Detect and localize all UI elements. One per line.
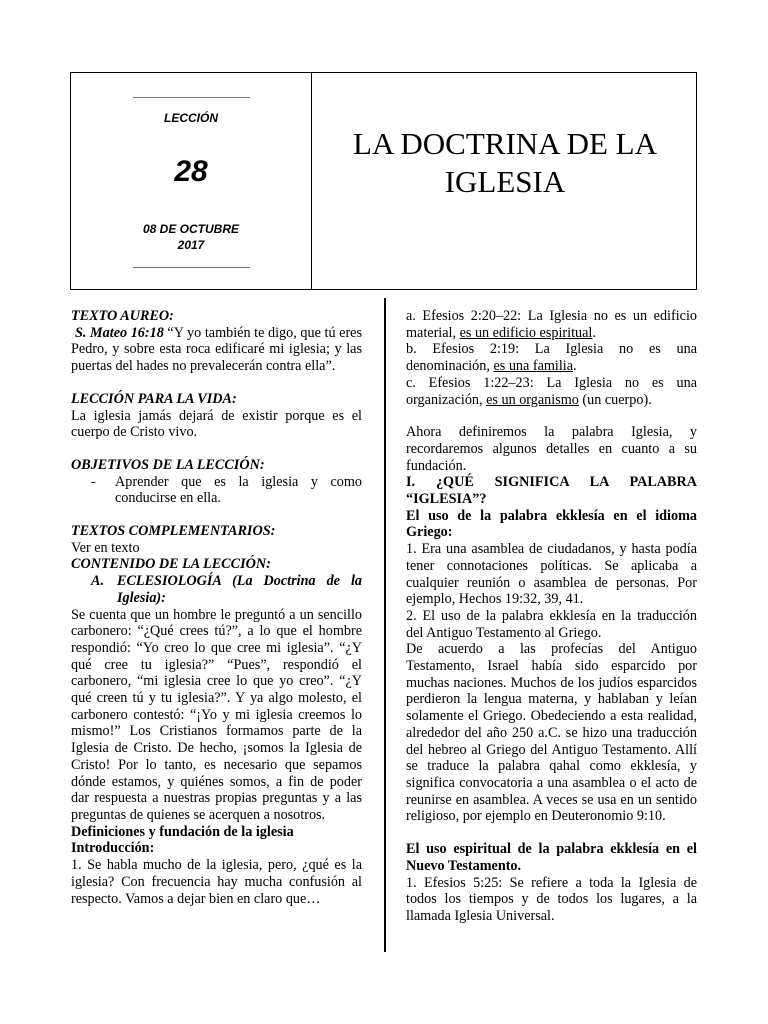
texto-aureo-paragraph	[71, 325, 362, 375]
espiritual-point-1: 1. Efesios 5:25: Se refiere a toda la Iglesia de todos los tiempos y de todos los lugares, a la llamada Iglesia Universal.	[406, 874, 697, 924]
lesson-label: LECCIÓN	[164, 111, 218, 125]
efesios-item-b-text: b. Efesios 2:19: La Iglesia no es una denominación,	[406, 341, 697, 375]
objetivos-heading: OBJETIVOS DE LA LECCIÓN:	[71, 456, 265, 473]
ahora-paragraph: Ahora definiremos la palabra Iglesia, y recordaremos algunos detalles en cuanto a su fundación.	[406, 424, 697, 474]
list-dash: -	[91, 473, 96, 490]
texto-aureo-text: “Y yo también te digo, que tú eres Pedro, y sobre esta roca edificaré mi iglesia; y las puertas del hades no prevalecerán contra ella”.	[71, 324, 362, 375]
lesson-date-year: 2017	[177, 238, 205, 252]
introduccion-heading: Introducción:	[71, 840, 155, 857]
efesios-item-c-emphasis: es un organismo	[486, 391, 579, 408]
texto-aureo-reference: S. Mateo 16:18	[75, 324, 164, 341]
efesios-item-b-end: .	[573, 358, 577, 375]
right-column	[406, 308, 697, 925]
decorative-rule-top	[133, 97, 250, 98]
efesios-item-b	[406, 341, 697, 374]
leccion-vida-heading: LECCIÓN PARA LA VIDA:	[71, 390, 237, 407]
section-a-marker: A.	[91, 573, 105, 590]
griego-point-1: 1. Era una asamblea de ciudadanos, y hasta podía tener connotaciones políticas. Se aplicaba a cualquier reunión o asamblea de personas. Por ejemplo, Hechos 19:32, 39, 41.	[406, 541, 697, 608]
objetivos-list-item	[91, 474, 362, 507]
page-title-line-1: LA DOCTRINA DE LA	[353, 126, 657, 161]
section-a-title: ECLESIOLOGÍA (La Doctrina de la Iglesia):	[117, 573, 362, 606]
uso-griego-heading: El uso de la palabra ekklesía en el idioma Griego:	[406, 507, 697, 541]
contenido-heading: CONTENIDO DE LA LECCIÓN:	[71, 556, 271, 573]
efesios-item-c	[406, 375, 697, 408]
uso-espiritual-heading: El uso espiritual de la palabra ekklesía en el Nuevo Testamento.	[406, 841, 697, 874]
column-divider	[384, 298, 386, 952]
story-paragraph: Se cuenta que un hombre le preguntó a un sencillo carbonero: “¿Qué crees tú?”, a lo que el hombre respondió: “Yo creo lo que cree mi iglesia”. “¿Y qué cree tu iglesia?” “Pues”, respondió el carbonero, “mi iglesia cree lo que yo creo”. “¿Y qué creen tú y tu iglesia?”. Y ya algo molesto, el carbonero contestó: “¡Yo y mi iglesia creemos lo mismo!” Los Cristianos formamos parte de la Iglesia de Cristo. De hecho, ¡somos la Iglesia de Cristo! Por lo tanto, es necesario que sepamos dónde estamos, y quiénes somos, a fin de poder dar respuesta a nuestras propias preguntas y a las preguntas de quienes se acerquen a nosotros.	[71, 606, 362, 823]
efesios-item-c-end: (un cuerpo).	[578, 391, 652, 408]
left-column	[71, 308, 362, 907]
page-title	[313, 125, 697, 201]
efesios-item-a-emphasis: es un edificio espiritual	[459, 324, 593, 341]
page-title-line-2: IGLESIA	[444, 164, 566, 199]
section-i-heading: I. ¿QUÉ SIGNIFICA LA PALABRA “IGLESIA”?	[406, 474, 697, 508]
leccion-vida-text: La iglesia jamás dejará de existir porque es el cuerpo de Cristo vivo.	[71, 407, 362, 441]
section-a-heading	[91, 573, 362, 606]
efesios-item-a-end: .	[592, 324, 596, 341]
texto-aureo-heading: TEXTO AUREO:	[71, 308, 174, 324]
lesson-date	[71, 221, 311, 253]
efesios-item-a-text: a. Efesios 2:20–22: La Iglesia no es un edificio material,	[406, 308, 697, 341]
lesson-info-panel	[71, 73, 312, 289]
textos-complementarios-text: Ver en texto	[71, 539, 140, 556]
decorative-rule-bottom	[133, 267, 250, 268]
efesios-item-a	[406, 308, 697, 341]
griego-point-2: 2. El uso de la palabra ekklesía en la traducción del Antiguo Testamento al Griego.	[406, 607, 697, 641]
objetivos-item-text: Aprender que es la iglesia y como conducirse en ella.	[115, 473, 362, 507]
efesios-item-c-text: c. Efesios 1:22–23: La Iglesia no es una organización,	[406, 374, 697, 408]
efesios-item-b-emphasis: es una familia	[493, 358, 574, 375]
griego-point-2-text: De acuerdo a las profecías del Antiguo Testamento, Israel había sido esparcido por muchas naciones. Muchos de los judíos esparcidos perdieron la lengua materna, y hablaban y leían solamente el Griego. Obedeciendo a esta realidad, alrededor del año 250 a.C. se hizo una traducción del hebreo al Griego del Antiguo Testamento. Allí se traduce la palabra qahal como ekklesía, y significa convocatoria a una asamblea o el acto de reunirse en asamblea. A veces se usa en un sentido religioso, por ejemplo en Deuteronomio 9:10.	[406, 641, 697, 825]
textos-complementarios-heading: TEXTOS COMPLEMENTARIOS:	[71, 523, 276, 540]
lesson-date-day: 08 DE OCTUBRE	[142, 222, 240, 236]
lesson-header-box	[70, 72, 697, 290]
definiciones-heading: Definiciones y fundación de la iglesia	[71, 823, 294, 840]
intro-paragraph: 1. Se habla mucho de la iglesia, pero, ¿qué es la iglesia? Con frecuencia hay mucha confusión al respecto. Vamos a dejar bien en claro que…	[71, 857, 362, 907]
lesson-number: 28	[174, 155, 208, 188]
